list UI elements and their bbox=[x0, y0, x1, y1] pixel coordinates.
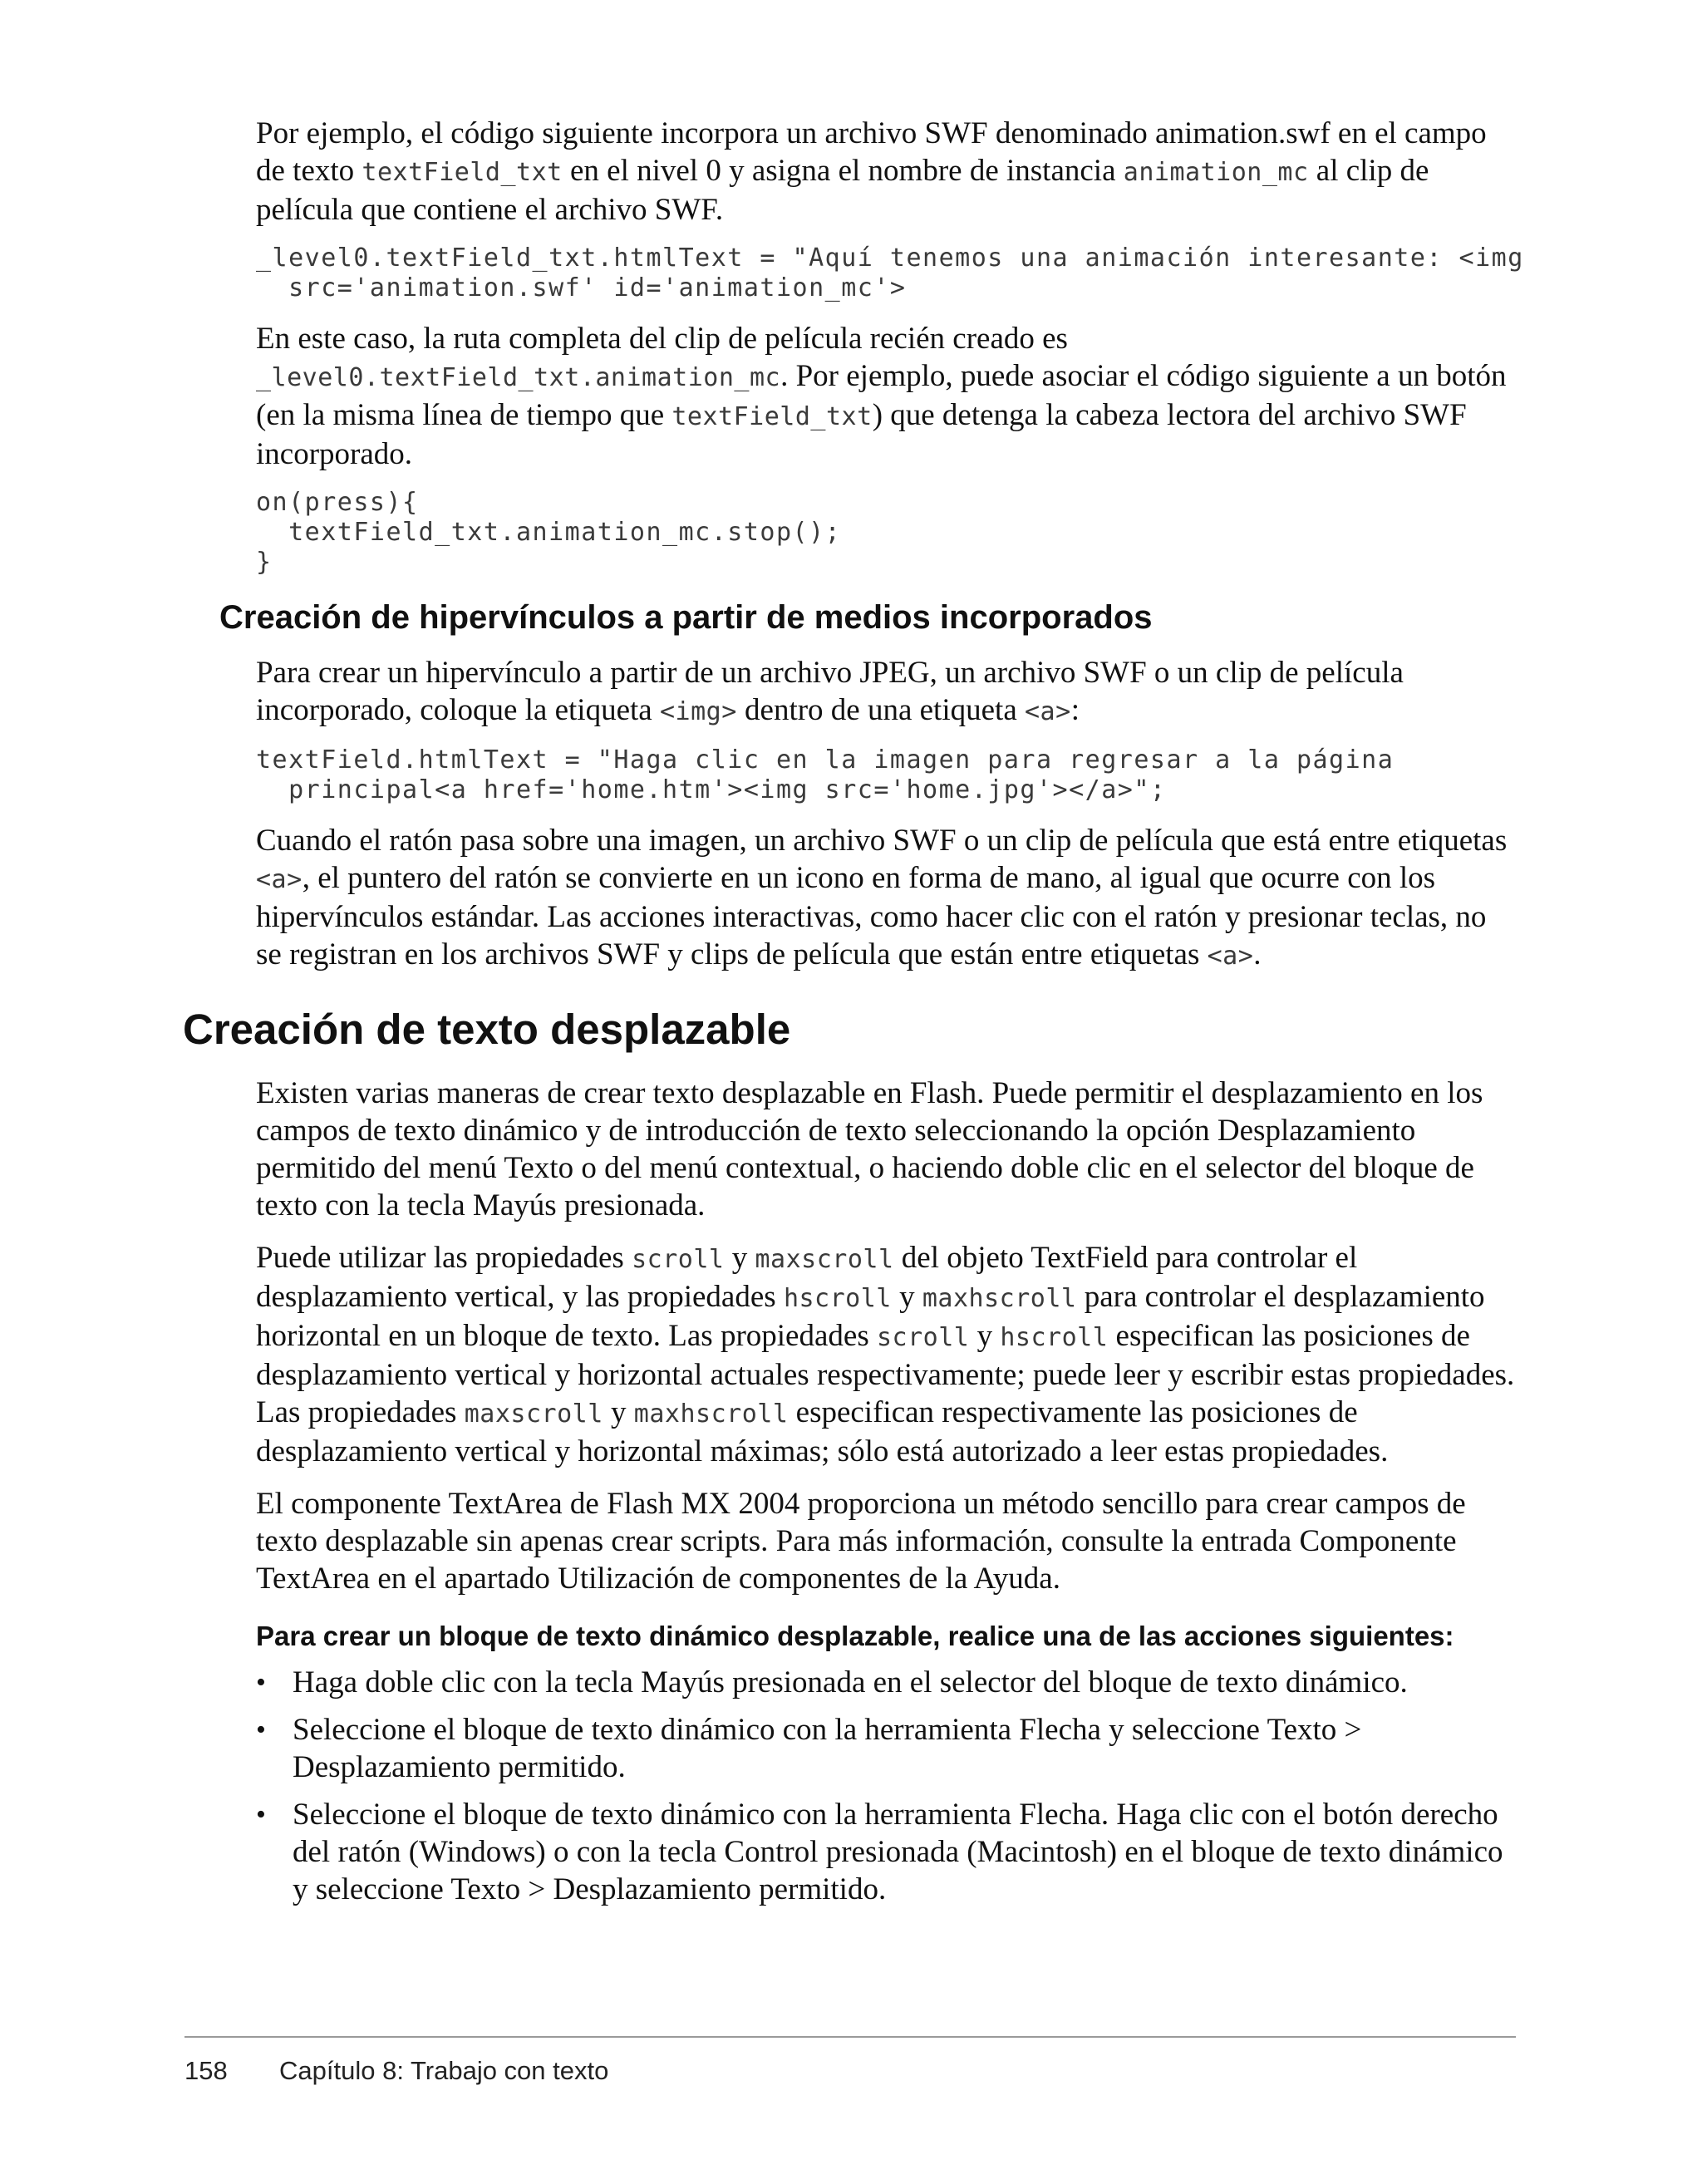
paragraph-embed-example: Por ejemplo, el código siguiente incorpora un archivo SWF denominado animation.swf en el campo de texto textField_txt en el nivel 0 y asigna el nombre de instancia animation_mc al clip de película que contiene el archivo SWF. bbox=[256, 116, 1487, 227]
list-item: • Seleccione el bloque de texto dinámico con la herramienta Flecha y seleccione Texto > Desplazamiento permitido. bbox=[256, 1713, 1362, 1784]
inline-code-full-path: _level0.textField_txt.animation_mc bbox=[256, 363, 781, 392]
footer-divider bbox=[184, 2036, 1516, 2038]
code-block-embed: _level0.textField_txt.htmlText = "Aquí tenemos una animación interesante: <img src='animation.swf' id='animation_mc'> bbox=[256, 243, 1524, 303]
paragraph-scroll-properties: Puede utilizar las propiedades scroll y maxscroll del objeto TextField para controlar el desplazamiento vertical, y las propiedades hscroll y maxhscroll para controlar el desplazamiento horizontal en un bloque de texto. Las propiedades scroll y hscroll especifican las posiciones de desplazamiento vertical y horizontal actuales respectivamente; puede leer y escribir estas propiedades. Las propiedades maxscroll y maxhscroll especifican respectivamente las posiciones de desplazamiento vertical y horizontal máximas; sólo está autorizado a leer estas propiedades. bbox=[256, 1241, 1515, 1468]
list-item: • Haga doble clic con la tecla Mayús presionada en el selector del bloque de texto dinámico. bbox=[256, 1665, 1408, 1699]
procedure-heading: Para crear un bloque de texto dinámico desplazable, realice una de las acciones siguientes: bbox=[256, 1621, 1454, 1651]
paragraph-scroll-intro: Existen varias maneras de crear texto desplazable en Flash. Puede permitir el desplazamiento en los campos de texto dinámico y de introducción de texto seleccionando la opción Desplazamiento permitido del menú Texto o del menú contextual, o haciendo doble clic en el selector del bloque de texto con la tecla Mayús presionada. bbox=[256, 1076, 1483, 1222]
inline-code-maxscroll: maxscroll bbox=[755, 1245, 894, 1274]
code-block-hyperlink: textField.htmlText = "Haga clic en la imagen para regresar a la página principal<a href='home.htm'><img src='home.jpg'></a>"; bbox=[256, 745, 1395, 804]
bullet-icon: • bbox=[256, 1667, 266, 1698]
inline-code-a-tag: <a> bbox=[256, 865, 303, 894]
inline-code-scroll: scroll bbox=[876, 1323, 970, 1352]
code-block-stop: on(press){ textField_txt.animation_mc.stop(); } bbox=[256, 488, 842, 577]
list-item: • Seleccione el bloque de texto dinámico con la herramienta Flecha. Haga clic con el botón derecho del ratón (Windows) o con la tecla Control presionada (Macintosh) en el bloque de texto dinámico y seleccione Texto > Desplazamiento permitido. bbox=[256, 1798, 1503, 1906]
inline-code-maxhscroll: maxhscroll bbox=[633, 1399, 789, 1429]
bullet-icon: • bbox=[256, 1799, 266, 1830]
inline-code-maxhscroll: maxhscroll bbox=[922, 1284, 1077, 1313]
chapter-title: Capítulo 8: Trabajo con texto bbox=[279, 2056, 609, 2085]
inline-code-a-tag: <a> bbox=[1025, 697, 1071, 726]
paragraph-textarea-component: El componente TextArea de Flash MX 2004 proporciona un método sencillo para crear campos de texto desplazable sin apenas crear scripts. Para más información, consulte la entrada Componente TextArea en el apartado Utilización de componentes de la Ayuda. bbox=[256, 1487, 1466, 1596]
bullet-icon: • bbox=[256, 1714, 266, 1745]
paragraph-hyperlink-intro: Para crear un hipervínculo a partir de un archivo JPEG, un archivo SWF o un clip de película incorporado, coloque la etiqueta <img> dentro de una etiqueta <a>: bbox=[256, 656, 1404, 727]
procedure-list bbox=[256, 1664, 1515, 1908]
page-footer bbox=[184, 2054, 608, 2088]
inline-code-scroll: scroll bbox=[632, 1245, 725, 1274]
inline-code-textfield: textField_txt bbox=[362, 158, 563, 187]
section-heading-scrolling-text: Creación de texto desplazable bbox=[183, 1006, 791, 1053]
inline-code-img-tag: <img> bbox=[659, 697, 737, 726]
page-body bbox=[183, 115, 1524, 1918]
inline-code-maxscroll: maxscroll bbox=[464, 1399, 603, 1429]
inline-code-a-tag: <a> bbox=[1207, 942, 1254, 971]
inline-code-textfield: textField_txt bbox=[671, 402, 873, 431]
page-number: 158 bbox=[184, 2056, 228, 2085]
paragraph-hyperlink-behavior: Cuando el ratón pasa sobre una imagen, un archivo SWF o un clip de película que está entre etiquetas <a>, el puntero del ratón se convierte en un icono en forma de mano, al igual que ocurre con los hipervínculos estándar. Las acciones interactivas, como hacer clic con el ratón y presionar teclas, no se registran en los archivos SWF y clips de película que están entre etiquetas <a>. bbox=[256, 824, 1508, 971]
inline-code-hscroll: hscroll bbox=[1000, 1323, 1109, 1352]
section-heading-hyperlinks: Creación de hipervínculos a partir de medios incorporados bbox=[219, 599, 1153, 636]
inline-code-animation-mc: animation_mc bbox=[1123, 158, 1309, 187]
inline-code-hscroll: hscroll bbox=[783, 1284, 892, 1313]
paragraph-path-explanation: En este caso, la ruta completa del clip de película recién creado es _level0.textField_txt.animation_mc. Por ejemplo, puede asociar el código siguiente a un botón (en la misma línea de tiempo que textField_txt) que detenga la cabeza lectora del archivo SWF incorporado. bbox=[256, 322, 1507, 471]
